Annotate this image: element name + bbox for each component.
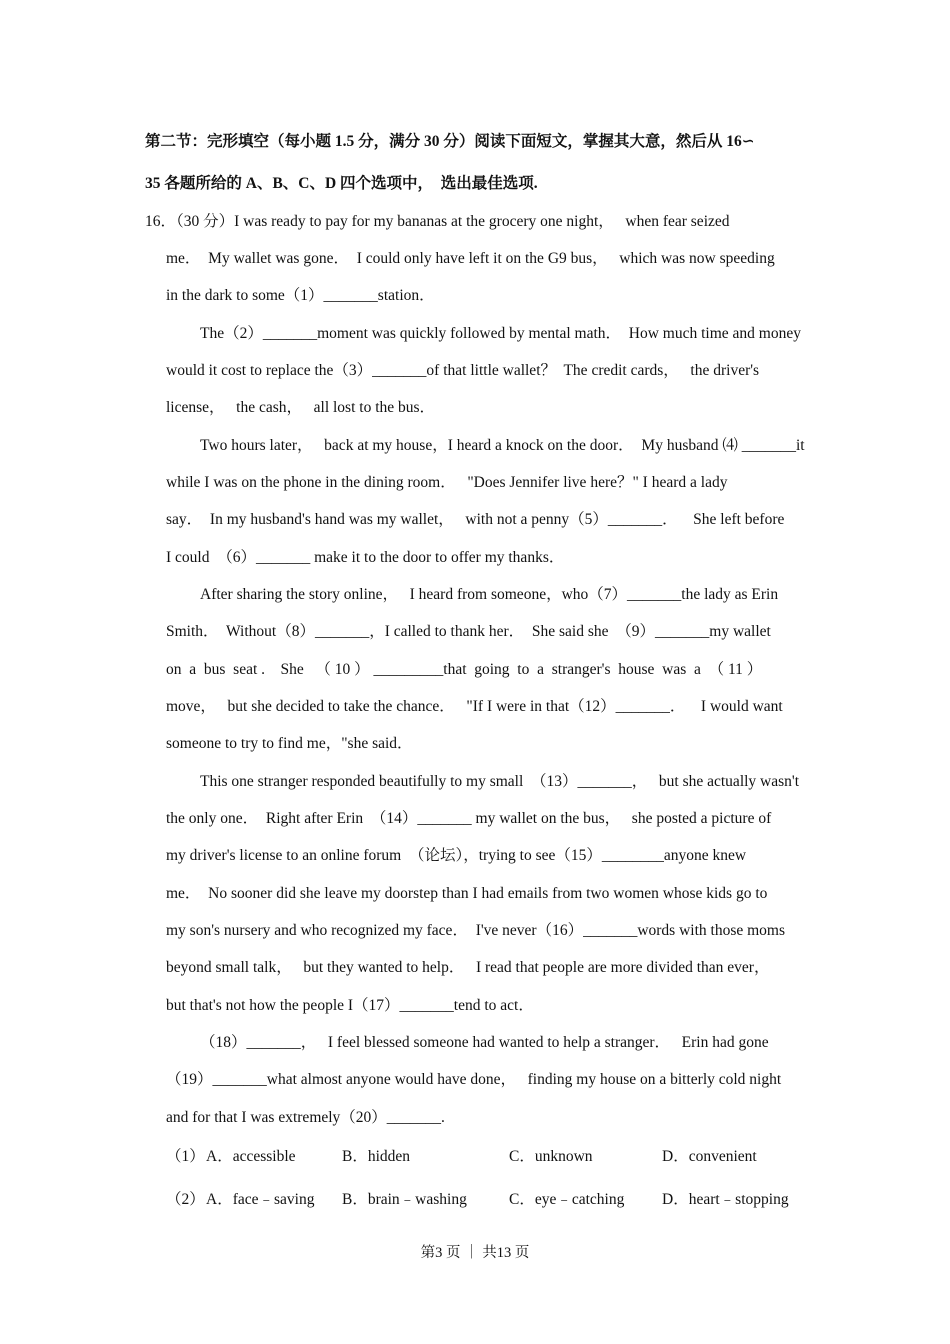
passage-line: license， the cash， all lost to the bus．	[166, 399, 436, 416]
passage-line: （18）_______， I feel blessed someone had wanted to help a stranger． Erin had gone	[200, 1034, 769, 1051]
passage-line: The（2）_______moment was quickly followed by mental math． How much time and money	[200, 325, 801, 342]
passage-line: me． My wallet was gone． I could only have left it on the G9 bus， which was now speeding	[166, 250, 775, 267]
option-c: C．eye﹣catching	[509, 1191, 625, 1208]
heading-line-2: 35 各题所给的 A、B、C、D 四个选项中， 选出最佳选项.	[145, 175, 538, 192]
passage-line: and for that I was extremely（20）_______.	[166, 1109, 445, 1126]
option-b: B．hidden	[342, 1148, 411, 1165]
option-c: C．unknown	[509, 1148, 593, 1165]
passage-line: on a bus seat . She （ 10 ） _________that going to a stranger's house was a （ 11 ）	[166, 661, 763, 678]
passage-line: in the dark to some（1）_______station．	[166, 287, 435, 304]
passage-line: （19）_______what almost anyone would have done， finding my house on a bitterly cold night	[166, 1071, 782, 1088]
option-b: B．brain﹣washing	[342, 1191, 467, 1208]
passage-line: move， but she decided to take the chance． "If I were in that（12）_______． I would want	[166, 698, 783, 715]
passage-line: but that's not how the people I（17）_______tend to act．	[166, 997, 534, 1014]
passage-line: Smith． Without（8）_______，I called to thank her． She said she （9）_______my wallet	[166, 623, 771, 640]
passage-line: I could （6）_______ make it to the door to offer my thanks．	[166, 549, 565, 566]
passage-line: say． In my husband's hand was my wallet， with not a penny（5）_______． She left before	[166, 511, 785, 528]
option-d: D．convenient	[662, 1148, 757, 1165]
passage-line: my son's nursery and who recognized my face． I've never（16）_______words with those moms	[166, 922, 786, 939]
passage-line: someone to try to find me，"she said．	[166, 735, 413, 752]
option-a: A．face﹣saving	[206, 1191, 315, 1208]
passage-line: the only one． Right after Erin （14）_______ my wallet on the bus， she posted a picture of	[166, 810, 772, 827]
passage-line: my driver's license to an online forum （论坛），trying to see（15）________anyone knew	[166, 847, 747, 864]
passage-line: would it cost to replace the（3）_______of that little wallet？ The credit cards， the driver's	[166, 362, 760, 379]
passage-line: Two hours later， back at my house，I heard a knock on the door． My husband ⑷ _______it	[200, 437, 805, 454]
passage-line: while I was on the phone in the dining room． "Does Jennifer live here？" I heard a lady	[166, 474, 728, 491]
heading-line-1: 第二节：完形填空（每小题 1.5 分，满分 30 分）阅读下面短文，掌握其大意，然后从 16∽	[145, 133, 755, 150]
passage-line: After sharing the story online， I heard from someone，who（7）_______the lady as Erin	[200, 586, 779, 603]
passage-line: This one stranger responded beautifully to my small （13）_______， but she actually wasn't	[200, 773, 800, 790]
option-number: （2）	[166, 1191, 205, 1208]
passage-line: beyond small talk， but they wanted to help． I read that people are more divided than ever，	[166, 959, 770, 976]
page-footer: 第3 页 ｜ 共13 页	[420, 1245, 530, 1261]
option-a: A．accessible	[206, 1148, 296, 1165]
option-d: D．heart﹣stopping	[662, 1191, 789, 1208]
option-number: （1）	[166, 1148, 205, 1165]
passage-line: 16．（30 分）I was ready to pay for my bananas at the grocery one night， when fear seized	[145, 213, 730, 230]
passage-line: me． No sooner did she leave my doorstep than I had emails from two women whose kids go to	[166, 885, 768, 902]
